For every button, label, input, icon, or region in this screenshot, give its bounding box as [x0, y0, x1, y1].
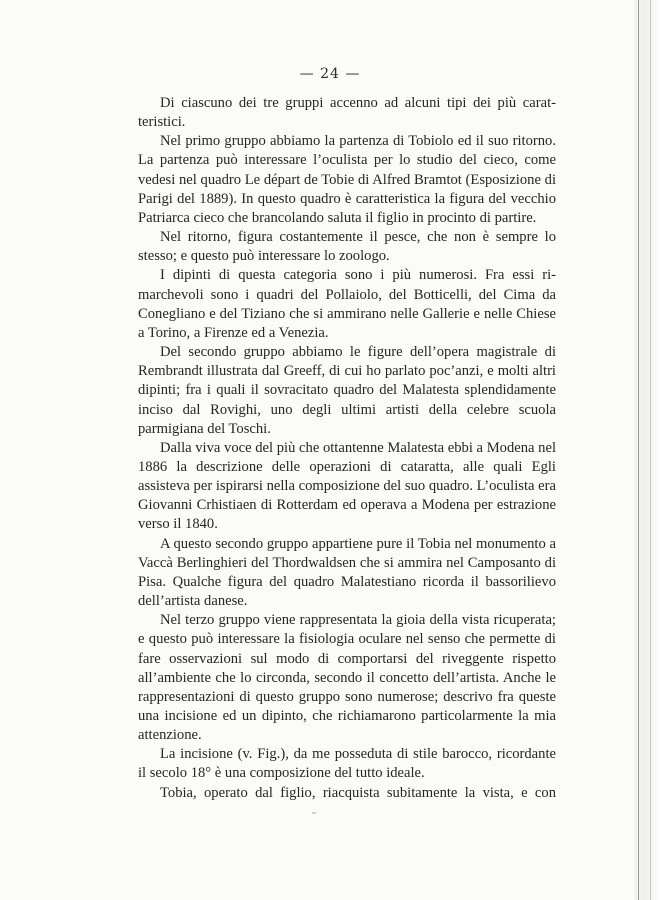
paragraph-3: Nel ritorno, figura costantemente il pesce, che non è sempre lo stesso; e questo può interessare lo zoologo. — [138, 229, 556, 265]
body-text — [138, 94, 556, 803]
paragraph-6: Dalla viva voce del più che ottantenne Malatesta ebbi a Modena nel 1886 la descrizione delle operazioni di cataratta, alle quali Egli assisteva per ispirarsi nella composizione del suo quadro. L’oculista era Giovanni Crhistiaen di Rotterdam ed operava a Modena per estrazione verso il 1840. — [138, 439, 556, 533]
paragraph-7: A questo secondo gruppo appartiene pure il Tobia nel monumento a Vaccà Berlinghieri del Thordwaldsen che si ammira nel Camposanto di Pisa. Qualche figura del quadro Malatestiano ricorda il bassorilievo dell’artista danese. — [138, 535, 556, 610]
page-edge-line-outer — [650, 0, 651, 900]
page-edge-line — [638, 0, 639, 900]
paragraph-2: Nel primo gruppo abbiamo la partenza di Tobiolo ed il suo ritorno. La partenza può interessare l’oculista per lo studio del cieco, come vedesi nel quadro Le départ de Tobie di Alfred Bramtot (Esposizione di Parigi del 1889). In questo quadro è caratteristica la figura del vecchio Patriarca cieco che brancolando saluta il figlio in procinto di partire. — [138, 133, 556, 226]
paragraph-4: I dipinti di questa categoria sono i più numerosi. Fra essi rimarchevoli sono i quadri del Pollaiolo, del Botticelli, del Cima da Conegliano e del Tiziano che si ammirano nelle Gallerie e nelle Chiese a Torino, a Firenze ed a Venezia. — [138, 267, 556, 341]
paragraph-8: Nel terzo gruppo viene rappresentata la gioia della vista ricuperata; e questo può interessare la fisiologia oculare nel senso che permette di fare osservazioni sul modo di comportarsi del riveggente rispetto all’ambiente che lo circonda, secondo il concetto dell’artista. Anche le rappresentazioni di questo gruppo sono numerose; descrivo fra queste una incisione ed un dipinto, che richiamarono particolarmente la mia attenzione. — [138, 612, 556, 744]
paragraph-10-continued: Tobia, operato dal figlio, riacquista subitamente la vista, e con — [160, 784, 556, 801]
paragraph-9: La incisione (v. Fig.), da me posseduta di stile barocco, ricordante il secolo 18° è una composizione del tutto ideale. — [138, 746, 556, 782]
paragraph-1: Di ciascuno dei tre gruppi accenno ad alcuni tipi dei più caratteristici. — [138, 95, 556, 131]
scan-speck — [312, 812, 316, 814]
paragraph-5: Del secondo gruppo abbiamo le figure dell’opera magistrale di Rembrandt illustrata dal Greeff, di cui ho parlato poc’anzi, e molti altri dipinti; fra i quali il sovracitato quadro del Malatesta splendidamente inciso dal Rovighi, uno degli ultimi artisti della celebre scuola parmigiana del Toschi. — [138, 344, 556, 437]
page-number: — 24 — — [299, 66, 361, 82]
